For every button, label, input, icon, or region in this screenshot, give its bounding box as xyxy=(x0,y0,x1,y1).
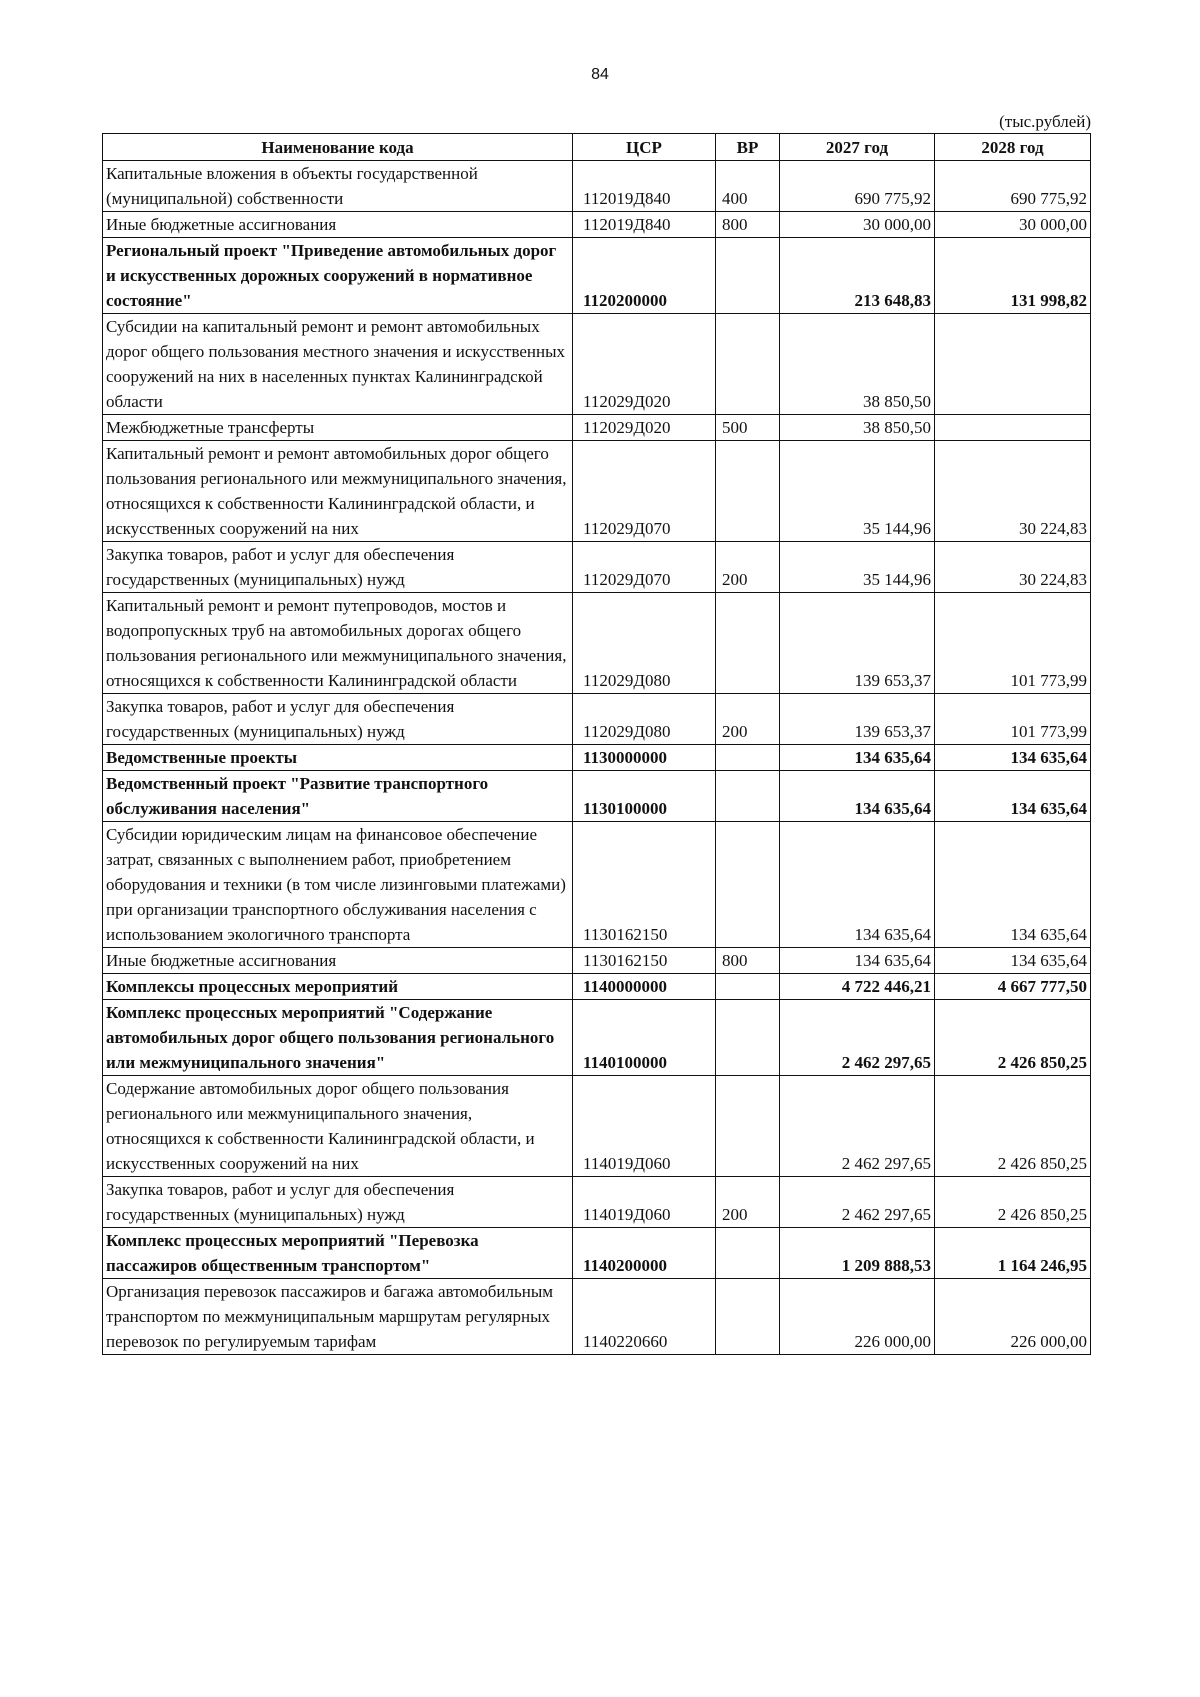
cell-name: Закупка товаров, работ и услуг для обеспечения государственных (муниципальных) нужд xyxy=(103,694,573,745)
cell-csr: 1140200000 xyxy=(573,1228,716,1279)
cell-csr: 1140100000 xyxy=(573,1000,716,1076)
cell-name: Содержание автомобильных дорог общего пользования регионального или межмуниципального значения, относящихся к собственности Калининградской области, и искусственных сооружений на них xyxy=(103,1076,573,1177)
cell-vr xyxy=(716,314,780,415)
cell-2028: 134 635,64 xyxy=(935,822,1091,948)
cell-csr: 1130162150 xyxy=(573,948,716,974)
cell-vr xyxy=(716,1228,780,1279)
table-row xyxy=(103,593,1091,694)
table-row xyxy=(103,1000,1091,1076)
cell-csr: 112019Д840 xyxy=(573,161,716,212)
cell-vr: 400 xyxy=(716,161,780,212)
cell-2027: 1 209 888,53 xyxy=(780,1228,935,1279)
table-row xyxy=(103,238,1091,314)
table-row xyxy=(103,948,1091,974)
units-label: (тыс.рублей) xyxy=(999,112,1091,131)
cell-2028: 30 000,00 xyxy=(935,212,1091,238)
cell-vr xyxy=(716,771,780,822)
cell-vr xyxy=(716,238,780,314)
cell-name: Капитальный ремонт и ремонт автомобильных дорог общего пользования регионального или межмуниципального значения, относящихся к собственности Калининградской области, и искусственных сооружений на них xyxy=(103,441,573,542)
header-2027: 2027 год xyxy=(780,134,935,161)
cell-name: Субсидии юридическим лицам на финансовое обеспечение затрат, связанных с выполнением работ, приобретением оборудования и техники (в том числе лизинговыми платежами) при организации транспортного обслуживания населения с использованием экологичного транспорта xyxy=(103,822,573,948)
cell-2027: 690 775,92 xyxy=(780,161,935,212)
cell-name: Ведомственный проект "Развитие транспортного обслуживания населения" xyxy=(103,771,573,822)
cell-2027: 213 648,83 xyxy=(780,238,935,314)
cell-2027: 226 000,00 xyxy=(780,1279,935,1355)
table-row xyxy=(103,771,1091,822)
cell-vr xyxy=(716,974,780,1000)
cell-vr xyxy=(716,1000,780,1076)
cell-csr: 112029Д070 xyxy=(573,542,716,593)
cell-csr: 1130100000 xyxy=(573,771,716,822)
cell-2027: 134 635,64 xyxy=(780,745,935,771)
cell-vr: 800 xyxy=(716,212,780,238)
cell-2027: 134 635,64 xyxy=(780,822,935,948)
cell-vr: 200 xyxy=(716,694,780,745)
cell-vr xyxy=(716,1076,780,1177)
table-row xyxy=(103,822,1091,948)
cell-2028: 101 773,99 xyxy=(935,694,1091,745)
cell-vr xyxy=(716,822,780,948)
cell-vr: 500 xyxy=(716,415,780,441)
cell-csr: 114019Д060 xyxy=(573,1177,716,1228)
table-row xyxy=(103,314,1091,415)
cell-name: Иные бюджетные ассигнования xyxy=(103,212,573,238)
cell-vr: 200 xyxy=(716,542,780,593)
cell-2028: 101 773,99 xyxy=(935,593,1091,694)
cell-csr: 112029Д080 xyxy=(573,694,716,745)
table-row xyxy=(103,441,1091,542)
cell-vr xyxy=(716,593,780,694)
cell-2027: 4 722 446,21 xyxy=(780,974,935,1000)
cell-name: Субсидии на капитальный ремонт и ремонт автомобильных дорог общего пользования местного значения и искусственных сооружений на них в населенных пунктах Калининградской области xyxy=(103,314,573,415)
cell-2028: 1 164 246,95 xyxy=(935,1228,1091,1279)
cell-name: Комплекс процессных мероприятий "Содержание автомобильных дорог общего пользования регионального или межмуниципального значения" xyxy=(103,1000,573,1076)
cell-2028 xyxy=(935,314,1091,415)
table-row xyxy=(103,161,1091,212)
table-row xyxy=(103,212,1091,238)
cell-2028: 134 635,64 xyxy=(935,745,1091,771)
cell-vr xyxy=(716,441,780,542)
cell-2027: 30 000,00 xyxy=(780,212,935,238)
cell-2028: 134 635,64 xyxy=(935,948,1091,974)
cell-vr: 200 xyxy=(716,1177,780,1228)
page-number: 84 xyxy=(591,66,609,83)
table-row xyxy=(103,974,1091,1000)
cell-vr xyxy=(716,745,780,771)
cell-2027: 35 144,96 xyxy=(780,441,935,542)
budget-table xyxy=(102,133,1091,1355)
cell-csr: 114019Д060 xyxy=(573,1076,716,1177)
table-row xyxy=(103,1279,1091,1355)
cell-2028: 226 000,00 xyxy=(935,1279,1091,1355)
cell-2028: 2 426 850,25 xyxy=(935,1076,1091,1177)
table-row xyxy=(103,1076,1091,1177)
cell-2027: 2 462 297,65 xyxy=(780,1000,935,1076)
cell-name: Межбюджетные трансферты xyxy=(103,415,573,441)
cell-2028: 2 426 850,25 xyxy=(935,1177,1091,1228)
table-row xyxy=(103,542,1091,593)
cell-2028: 30 224,83 xyxy=(935,441,1091,542)
cell-name: Закупка товаров, работ и услуг для обеспечения государственных (муниципальных) нужд xyxy=(103,542,573,593)
cell-name: Иные бюджетные ассигнования xyxy=(103,948,573,974)
table-row xyxy=(103,415,1091,441)
cell-name: Ведомственные проекты xyxy=(103,745,573,771)
cell-name: Комплекс процессных мероприятий "Перевозка пассажиров общественным транспортом" xyxy=(103,1228,573,1279)
cell-2028: 30 224,83 xyxy=(935,542,1091,593)
cell-2027: 134 635,64 xyxy=(780,771,935,822)
cell-csr: 112019Д840 xyxy=(573,212,716,238)
cell-2028: 134 635,64 xyxy=(935,771,1091,822)
cell-2027: 35 144,96 xyxy=(780,542,935,593)
cell-2027: 139 653,37 xyxy=(780,593,935,694)
cell-name: Региональный проект "Приведение автомобильных дорог и искусственных дорожных сооружений в нормативное состояние" xyxy=(103,238,573,314)
header-csr: ЦСР xyxy=(573,134,716,161)
header-2028: 2028 год xyxy=(935,134,1091,161)
header-name: Наименование кода xyxy=(103,134,573,161)
cell-csr: 112029Д020 xyxy=(573,314,716,415)
cell-name: Капитальный ремонт и ремонт путепроводов, мостов и водопропускных труб на автомобильных дорогах общего пользования регионального или межмуниципального значения, относящихся к собственности Калининградской области xyxy=(103,593,573,694)
cell-2027: 2 462 297,65 xyxy=(780,1177,935,1228)
cell-name: Капитальные вложения в объекты государственной (муниципальной) собственности xyxy=(103,161,573,212)
cell-2027: 134 635,64 xyxy=(780,948,935,974)
cell-csr: 112029Д020 xyxy=(573,415,716,441)
header-vr: ВР xyxy=(716,134,780,161)
table-row xyxy=(103,694,1091,745)
cell-csr: 1130000000 xyxy=(573,745,716,771)
table-row xyxy=(103,1177,1091,1228)
cell-2027: 139 653,37 xyxy=(780,694,935,745)
cell-vr xyxy=(716,1279,780,1355)
cell-2028: 131 998,82 xyxy=(935,238,1091,314)
cell-csr: 1140220660 xyxy=(573,1279,716,1355)
cell-2028: 4 667 777,50 xyxy=(935,974,1091,1000)
cell-2027: 2 462 297,65 xyxy=(780,1076,935,1177)
cell-csr: 112029Д080 xyxy=(573,593,716,694)
cell-2027: 38 850,50 xyxy=(780,314,935,415)
cell-csr: 1140000000 xyxy=(573,974,716,1000)
cell-name: Комплексы процессных мероприятий xyxy=(103,974,573,1000)
cell-csr: 112029Д070 xyxy=(573,441,716,542)
cell-2027: 38 850,50 xyxy=(780,415,935,441)
table-header-row xyxy=(103,134,1091,161)
cell-vr: 800 xyxy=(716,948,780,974)
table-row xyxy=(103,745,1091,771)
cell-2028 xyxy=(935,415,1091,441)
cell-csr: 1120200000 xyxy=(573,238,716,314)
cell-csr: 1130162150 xyxy=(573,822,716,948)
cell-name: Организация перевозок пассажиров и багажа автомобильным транспортом по межмуниципальным маршрутам регулярных перевозок по регулируемым тарифам xyxy=(103,1279,573,1355)
cell-2028: 690 775,92 xyxy=(935,161,1091,212)
cell-name: Закупка товаров, работ и услуг для обеспечения государственных (муниципальных) нужд xyxy=(103,1177,573,1228)
table-body xyxy=(103,161,1091,1355)
cell-2028: 2 426 850,25 xyxy=(935,1000,1091,1076)
table-row xyxy=(103,1228,1091,1279)
